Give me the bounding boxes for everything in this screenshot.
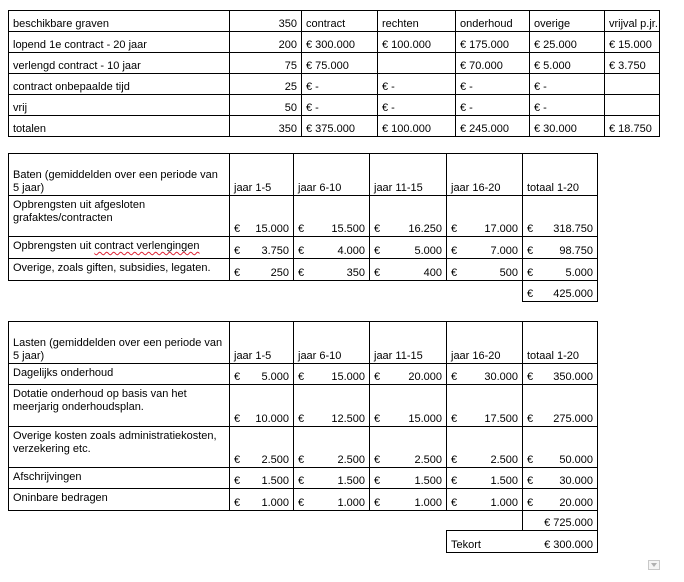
value: 30.000	[559, 475, 593, 487]
euro-sign: €	[451, 223, 458, 235]
value: 15.000	[255, 223, 289, 235]
euro-sign: €	[451, 475, 458, 487]
baten-r0-v0	[230, 196, 294, 237]
euro-sign: €	[374, 475, 381, 487]
baten-col-3: jaar 16-20	[447, 154, 523, 196]
t1-r3-contract: € -	[302, 95, 378, 116]
baten-r0-v3	[447, 196, 523, 237]
t1-h6: vrijval p.jr.	[605, 11, 660, 32]
t1-h4: onderhoud	[456, 11, 530, 32]
label-part: Opbrengsten uit	[13, 240, 95, 252]
euro-sign: €	[374, 223, 381, 235]
euro-sign: €	[374, 413, 381, 425]
euro-sign: €	[298, 497, 305, 509]
t1-r0-contract: € 300.000	[302, 32, 378, 53]
value: 15.000	[408, 413, 442, 425]
lasten-r0-v2	[370, 364, 447, 385]
value: 15.000	[331, 371, 365, 383]
lasten-r2-v2	[370, 427, 447, 468]
baten-r0-v2	[370, 196, 447, 237]
baten-r2-v0	[230, 259, 294, 281]
value: 350	[346, 267, 365, 279]
t1-r3-label: vrij	[9, 95, 230, 116]
scroll-down-icon[interactable]	[648, 560, 660, 570]
euro-sign: €	[527, 497, 534, 509]
lasten-r3-v3	[447, 468, 523, 489]
lasten-r4-label: Oninbare bedragen	[9, 489, 230, 511]
tekort-row	[9, 531, 598, 553]
table-row	[9, 74, 660, 95]
lasten-r2-v3	[447, 427, 523, 468]
spacer	[230, 281, 294, 302]
spacer	[447, 511, 523, 531]
tekort-label: Tekort	[447, 531, 523, 553]
lasten-r2-v4	[523, 427, 598, 468]
value: 1.500	[261, 475, 289, 487]
t1-r3-count: 50	[230, 95, 302, 116]
euro-sign: €	[298, 245, 305, 257]
spacer	[230, 511, 294, 531]
value: 1.500	[414, 475, 442, 487]
baten-r1-label	[9, 237, 230, 259]
lasten-col-3: jaar 16-20	[447, 322, 523, 364]
lasten-r1-v1	[294, 385, 370, 427]
table-row	[9, 385, 598, 427]
value: 50.000	[559, 454, 593, 466]
value: 15.500	[331, 223, 365, 235]
baten-header-row	[9, 154, 598, 196]
euro-sign: €	[234, 267, 241, 279]
value: 250	[270, 267, 289, 279]
spacer	[294, 281, 370, 302]
euro-sign: €	[451, 454, 458, 466]
t1-r3-vrijval	[605, 95, 660, 116]
lasten-r4-v1	[294, 489, 370, 511]
t1-r0-count: 200	[230, 32, 302, 53]
value: 1.000	[261, 497, 289, 509]
table-row	[9, 53, 660, 74]
euro-sign: €	[527, 475, 534, 487]
value: 17.000	[484, 223, 518, 235]
euro-sign: €	[527, 288, 534, 300]
baten-r2-v1	[294, 259, 370, 281]
baten-r1-v4	[523, 237, 598, 259]
value: 500	[499, 267, 518, 279]
value: 350.000	[553, 371, 593, 383]
lasten-r4-v3	[447, 489, 523, 511]
lasten-r4-v2	[370, 489, 447, 511]
t1-r4-count: 350	[230, 116, 302, 137]
table-row	[9, 196, 598, 237]
t1-h5: overige	[530, 11, 605, 32]
table-row	[9, 364, 598, 385]
value: 3.750	[261, 245, 289, 257]
lasten-col-0: jaar 1-5	[230, 322, 294, 364]
value: 2.500	[261, 454, 289, 466]
spacer	[370, 511, 447, 531]
baten-r1-v1	[294, 237, 370, 259]
baten-total-row	[9, 281, 598, 302]
euro-sign: €	[527, 223, 534, 235]
t1-h3: rechten	[378, 11, 456, 32]
value: 98.750	[559, 245, 593, 257]
t1-r0-overige: € 25.000	[530, 32, 605, 53]
euro-sign: €	[374, 497, 381, 509]
tekort-value: € 300.000	[523, 531, 598, 553]
lasten-title: Lasten (gemiddelden over een periode van 5 jaar)	[9, 322, 230, 364]
lasten-r0-label: Dagelijks onderhoud	[9, 364, 230, 385]
t1-r4-rechten: € 100.000	[378, 116, 456, 137]
lasten-r2-label: Overige kosten zoals administratiekosten, verzekering etc.	[9, 427, 230, 468]
t1-r2-onderhoud: € -	[456, 74, 530, 95]
table-row	[9, 427, 598, 468]
euro-sign: €	[527, 371, 534, 383]
table-row	[9, 237, 598, 259]
baten-r2-v3	[447, 259, 523, 281]
t1-r1-vrijval: € 3.750	[605, 53, 660, 74]
euro-sign: €	[234, 475, 241, 487]
t1-r1-label: verlengd contract - 10 jaar	[9, 53, 230, 74]
t1-h2: contract	[302, 11, 378, 32]
lasten-r0-v4	[523, 364, 598, 385]
spacer	[294, 511, 370, 531]
euro-sign: €	[234, 371, 241, 383]
value: 5.000	[565, 267, 593, 279]
lasten-col-4: totaal 1-20	[523, 322, 598, 364]
euro-sign: €	[527, 413, 534, 425]
lasten-r2-v0	[230, 427, 294, 468]
euro-sign: €	[527, 245, 534, 257]
t1-r4-vrijval: € 18.750	[605, 116, 660, 137]
baten-r1-v2	[370, 237, 447, 259]
table-row	[9, 489, 598, 511]
lasten-total: € 725.000	[523, 511, 598, 531]
value: 17.500	[484, 413, 518, 425]
table-row	[9, 259, 598, 281]
t1-r3-rechten: € -	[378, 95, 456, 116]
t1-r1-onderhoud: € 70.000	[456, 53, 530, 74]
t1-r0-label: lopend 1e contract - 20 jaar	[9, 32, 230, 53]
t1-r2-label: contract onbepaalde tijd	[9, 74, 230, 95]
value: 5.000	[261, 371, 289, 383]
euro-sign: €	[298, 267, 305, 279]
lasten-r4-v4	[523, 489, 598, 511]
euro-sign: €	[298, 454, 305, 466]
value: 1.500	[490, 475, 518, 487]
t1-h0: beschikbare graven	[9, 11, 230, 32]
lasten-table	[8, 321, 598, 553]
baten-table	[8, 153, 598, 302]
t1-r1-count: 75	[230, 53, 302, 74]
spacer	[370, 531, 447, 553]
lasten-r1-v0	[230, 385, 294, 427]
value: 1.500	[337, 475, 365, 487]
lasten-total-row	[9, 511, 598, 531]
lasten-r2-v1	[294, 427, 370, 468]
t1-r2-rechten: € -	[378, 74, 456, 95]
baten-title: Baten (gemiddelden over een periode van 5 jaar)	[9, 154, 230, 196]
t1-r1-overige: € 5.000	[530, 53, 605, 74]
baten-r0-v4	[523, 196, 598, 237]
value: 2.500	[337, 454, 365, 466]
value: 30.000	[484, 371, 518, 383]
grave-summary-table	[8, 10, 660, 137]
euro-sign: €	[298, 475, 305, 487]
lasten-r0-v1	[294, 364, 370, 385]
value: 2.500	[414, 454, 442, 466]
lasten-header-row	[9, 322, 598, 364]
spacer	[9, 511, 230, 531]
baten-r2-v4	[523, 259, 598, 281]
lasten-col-2: jaar 11-15	[370, 322, 447, 364]
lasten-r1-v2	[370, 385, 447, 427]
value: 5.000	[414, 245, 442, 257]
baten-r2-label: Overige, zoals giften, subsidies, legaten.	[9, 259, 230, 281]
euro-sign: €	[234, 497, 241, 509]
t1-r2-vrijval	[605, 74, 660, 95]
t1-r0-rechten: € 100.000	[378, 32, 456, 53]
euro-sign: €	[298, 371, 305, 383]
value: 12.500	[331, 413, 365, 425]
euro-sign: €	[298, 413, 305, 425]
euro-sign: €	[527, 454, 534, 466]
baten-col-2: jaar 11-15	[370, 154, 447, 196]
euro-sign: €	[234, 245, 241, 257]
lasten-r0-v3	[447, 364, 523, 385]
value: 425.000	[553, 288, 593, 300]
value: 7.000	[490, 245, 518, 257]
t1-r4-label: totalen	[9, 116, 230, 137]
euro-sign: €	[374, 267, 381, 279]
baten-col-4: totaal 1-20	[523, 154, 598, 196]
t1-r2-count: 25	[230, 74, 302, 95]
baten-col-1: jaar 6-10	[294, 154, 370, 196]
value: 1.000	[337, 497, 365, 509]
lasten-r3-label: Afschrijvingen	[9, 468, 230, 489]
baten-r0-label: Opbrengsten uit afgesloten grafaktes/contracten	[9, 196, 230, 237]
t1-r2-overige: € -	[530, 74, 605, 95]
value: 275.000	[553, 413, 593, 425]
lasten-r3-v4	[523, 468, 598, 489]
baten-r0-v1	[294, 196, 370, 237]
t1-r1-rechten	[378, 53, 456, 74]
table-row	[9, 95, 660, 116]
lasten-r1-v3	[447, 385, 523, 427]
spacer	[9, 281, 230, 302]
lasten-r1-v4	[523, 385, 598, 427]
t1-r1-contract: € 75.000	[302, 53, 378, 74]
euro-sign: €	[451, 267, 458, 279]
baten-r2-v2	[370, 259, 447, 281]
value: 1.000	[414, 497, 442, 509]
lasten-col-1: jaar 6-10	[294, 322, 370, 364]
t1-r2-contract: € -	[302, 74, 378, 95]
lasten-r3-v1	[294, 468, 370, 489]
t1-r0-onderhoud: € 175.000	[456, 32, 530, 53]
euro-sign: €	[374, 371, 381, 383]
euro-sign: €	[451, 371, 458, 383]
lasten-r3-v0	[230, 468, 294, 489]
lasten-r1-label: Dotatie onderhoud op basis van het meerjarig onderhoudsplan.	[9, 385, 230, 427]
spacer	[294, 531, 370, 553]
spacer	[447, 281, 523, 302]
value: 16.250	[408, 223, 442, 235]
baten-col-0: jaar 1-5	[230, 154, 294, 196]
value: 20.000	[408, 371, 442, 383]
value: 20.000	[559, 497, 593, 509]
table-row	[9, 32, 660, 53]
table-row	[9, 468, 598, 489]
table-row-totals	[9, 116, 660, 137]
spacer	[9, 531, 230, 553]
lasten-r4-v0	[230, 489, 294, 511]
euro-sign: €	[451, 497, 458, 509]
baten-total	[523, 281, 598, 302]
euro-sign: €	[451, 413, 458, 425]
euro-sign: €	[234, 413, 241, 425]
value: 2.500	[490, 454, 518, 466]
lasten-r0-v0	[230, 364, 294, 385]
t1-r4-contract: € 375.000	[302, 116, 378, 137]
value: 400	[423, 267, 442, 279]
euro-sign: €	[298, 223, 305, 235]
euro-sign: €	[527, 267, 534, 279]
euro-sign: €	[374, 245, 381, 257]
table1-header-row	[9, 11, 660, 32]
spacer	[230, 531, 294, 553]
t1-r3-onderhoud: € -	[456, 95, 530, 116]
t1-r0-vrijval: € 15.000	[605, 32, 660, 53]
euro-sign: €	[451, 245, 458, 257]
t1-r4-overige: € 30.000	[530, 116, 605, 137]
lasten-r3-v2	[370, 468, 447, 489]
value: 4.000	[337, 245, 365, 257]
t1-r3-overige: € -	[530, 95, 605, 116]
value: 318.750	[553, 223, 593, 235]
t1-h1: 350	[230, 11, 302, 32]
euro-sign: €	[374, 454, 381, 466]
spacer	[370, 281, 447, 302]
baten-r1-v3	[447, 237, 523, 259]
euro-sign: €	[234, 454, 241, 466]
t1-r4-onderhoud: € 245.000	[456, 116, 530, 137]
spellcheck-text: contract verlengingen	[94, 240, 200, 252]
value: 10.000	[255, 413, 289, 425]
baten-r1-v0	[230, 237, 294, 259]
value: 1.000	[490, 497, 518, 509]
euro-sign: €	[234, 223, 241, 235]
